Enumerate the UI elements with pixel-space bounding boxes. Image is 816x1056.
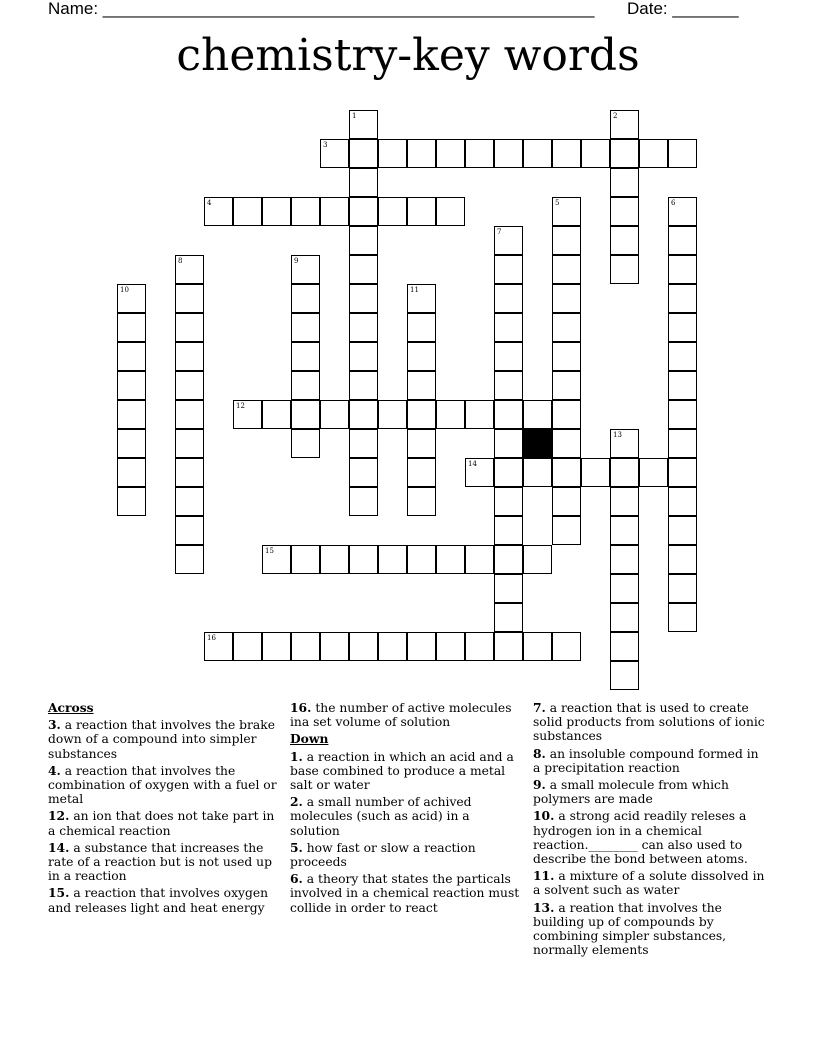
grid-cell[interactable] <box>552 458 581 487</box>
clue-down-6: 6. a theory that states the particals involved in a chemical reaction must collide in order to react <box>290 871 520 915</box>
clue-number: 14 <box>468 460 477 468</box>
grid-cell[interactable] <box>610 661 639 690</box>
grid-cell[interactable] <box>262 632 291 661</box>
grid-cell[interactable] <box>233 197 262 226</box>
grid-cell[interactable] <box>610 429 639 458</box>
grid-cell[interactable] <box>233 400 262 429</box>
grid-cell[interactable] <box>117 400 146 429</box>
grid-cell[interactable] <box>610 139 639 168</box>
grid-cell[interactable] <box>465 400 494 429</box>
clue-down-11: 11. a mixture of a solute dissolved in a solvent such as water <box>533 868 765 898</box>
black-cell <box>523 429 552 458</box>
grid-cell[interactable] <box>175 342 204 371</box>
clues-column-3 <box>533 701 769 960</box>
grid-cell[interactable] <box>581 458 610 487</box>
clue-down-9: 9. a small molecule from which polymers are made <box>533 777 729 807</box>
grid-cell[interactable] <box>668 487 697 516</box>
grid-cell[interactable] <box>349 458 378 487</box>
grid-cell[interactable] <box>639 458 668 487</box>
grid-cell[interactable] <box>494 371 523 400</box>
clue-down-7: 7. a reaction that is used to create solid products from solutions of ionic substances <box>533 700 765 744</box>
clue-down-1: 1. a reaction in which an acid and a base combined to produce a metal salt or water <box>290 748 514 793</box>
grid-cell[interactable] <box>349 284 378 313</box>
clue-across-12: 12. an ion that does not take part in a chemical reaction <box>48 808 275 838</box>
clue-number: 5 <box>555 199 560 207</box>
grid-cell[interactable] <box>117 371 146 400</box>
page-title: chemistry-key words <box>176 30 640 81</box>
grid-cell[interactable] <box>349 313 378 342</box>
clue-down-13: 13. a reation that involves the building up of compounds by combining simpler substances, normally elements <box>533 899 727 958</box>
grid-cell[interactable] <box>494 226 523 255</box>
grid-cell[interactable] <box>668 545 697 574</box>
grid-cell[interactable] <box>291 400 320 429</box>
grid-cell[interactable] <box>610 487 639 516</box>
grid-cell[interactable] <box>668 139 697 168</box>
grid-cell[interactable] <box>291 342 320 371</box>
grid-cell[interactable] <box>552 516 581 545</box>
grid-cell[interactable] <box>523 400 552 429</box>
grid-cell[interactable] <box>610 632 639 661</box>
grid-cell[interactable] <box>349 400 378 429</box>
grid-cell[interactable] <box>320 139 349 168</box>
grid-cell[interactable] <box>349 545 378 574</box>
grid-cell[interactable] <box>552 313 581 342</box>
clue-across-16: 16. the number of active molecules ina set volume of solution <box>290 700 512 730</box>
grid-cell[interactable] <box>204 197 233 226</box>
grid-cell[interactable] <box>610 110 639 139</box>
clue-down-10: 10. a strong acid readily releses a hydrogen ion in a chemical reaction.________ can also used to describe the bond between atoms. <box>533 808 748 867</box>
grid-cell[interactable] <box>610 545 639 574</box>
grid-cell[interactable] <box>349 429 378 458</box>
grid-cell[interactable] <box>494 632 523 661</box>
clue-number: 8 <box>178 257 183 265</box>
grid-cell[interactable] <box>523 545 552 574</box>
grid-cell[interactable] <box>407 458 436 487</box>
grid-cell[interactable] <box>436 139 465 168</box>
grid-cell[interactable] <box>465 632 494 661</box>
grid-cell[interactable] <box>610 226 639 255</box>
grid-cell[interactable] <box>349 197 378 226</box>
grid-cell[interactable] <box>349 255 378 284</box>
grid-cell[interactable] <box>407 139 436 168</box>
grid-cell[interactable] <box>407 342 436 371</box>
grid-cell[interactable] <box>494 139 523 168</box>
grid-cell[interactable] <box>407 371 436 400</box>
clue-across-3: 3. a reaction that involves the brake down of a compound into simpler substances <box>48 717 275 761</box>
grid-cell[interactable] <box>668 197 697 226</box>
grid-cell[interactable] <box>204 632 233 661</box>
down-heading: Down <box>290 731 329 747</box>
grid-cell[interactable] <box>407 545 436 574</box>
grid-cell[interactable] <box>668 255 697 284</box>
clue-number: 6 <box>671 199 676 207</box>
grid-cell[interactable] <box>494 574 523 603</box>
grid-cell[interactable] <box>349 139 378 168</box>
grid-cell[interactable] <box>552 371 581 400</box>
grid-cell[interactable] <box>175 255 204 284</box>
clue-down-2: 2. a small number of achived molecules (such as acid) in a solution <box>290 794 472 838</box>
date-field-label[interactable]: Date: _______ <box>627 0 739 18</box>
clue-number: 4 <box>207 199 212 207</box>
grid-cell[interactable] <box>175 458 204 487</box>
grid-cell[interactable] <box>668 603 697 632</box>
grid-cell[interactable] <box>378 545 407 574</box>
grid-cell[interactable] <box>378 400 407 429</box>
grid-cell[interactable] <box>349 487 378 516</box>
grid-cell[interactable] <box>494 487 523 516</box>
grid-cell[interactable] <box>465 545 494 574</box>
name-field-label[interactable]: Name: ____________________________________________________ <box>48 0 595 18</box>
grid-cell[interactable] <box>117 487 146 516</box>
grid-cell[interactable] <box>668 226 697 255</box>
grid-cell[interactable] <box>175 313 204 342</box>
grid-cell[interactable] <box>523 139 552 168</box>
clue-number: 1 <box>352 112 357 120</box>
grid-cell[interactable] <box>494 429 523 458</box>
grid-cell[interactable] <box>552 400 581 429</box>
grid-cell[interactable] <box>117 313 146 342</box>
grid-cell[interactable] <box>349 342 378 371</box>
grid-cell[interactable] <box>291 429 320 458</box>
grid-cell[interactable] <box>407 632 436 661</box>
grid-cell[interactable] <box>262 400 291 429</box>
grid-cell[interactable] <box>552 632 581 661</box>
grid-cell[interactable] <box>349 110 378 139</box>
grid-cell[interactable] <box>175 284 204 313</box>
clue-number: 16 <box>207 634 216 642</box>
grid-cell[interactable] <box>494 545 523 574</box>
grid-cell[interactable] <box>668 516 697 545</box>
grid-cell[interactable] <box>175 487 204 516</box>
grid-cell[interactable] <box>262 545 291 574</box>
grid-cell[interactable] <box>465 458 494 487</box>
grid-cell[interactable] <box>552 226 581 255</box>
grid-cell[interactable] <box>610 603 639 632</box>
clue-number: 12 <box>236 402 245 410</box>
grid-cell[interactable] <box>552 139 581 168</box>
grid-cell[interactable] <box>407 284 436 313</box>
clue-number: 15 <box>265 547 274 555</box>
grid-cell[interactable] <box>378 632 407 661</box>
grid-cell[interactable] <box>291 284 320 313</box>
grid-cell[interactable] <box>552 487 581 516</box>
grid-cell[interactable] <box>320 632 349 661</box>
grid-cell[interactable] <box>378 197 407 226</box>
grid-cell[interactable] <box>233 632 262 661</box>
grid-cell[interactable] <box>117 429 146 458</box>
grid-cell[interactable] <box>407 313 436 342</box>
clue-number: 10 <box>120 286 129 294</box>
grid-cell[interactable] <box>552 197 581 226</box>
grid-cell[interactable] <box>610 168 639 197</box>
grid-cell[interactable] <box>436 400 465 429</box>
grid-cell[interactable] <box>349 168 378 197</box>
across-heading: Across <box>48 700 94 715</box>
clue-number: 2 <box>613 112 618 120</box>
grid-cell[interactable] <box>523 458 552 487</box>
grid-cell[interactable] <box>175 516 204 545</box>
grid-cell[interactable] <box>291 197 320 226</box>
grid-cell[interactable] <box>494 458 523 487</box>
grid-cell[interactable] <box>175 545 204 574</box>
grid-cell[interactable] <box>291 371 320 400</box>
grid-cell[interactable] <box>494 400 523 429</box>
clue-number: 13 <box>613 431 622 439</box>
grid-cell[interactable] <box>668 574 697 603</box>
grid-cell[interactable] <box>494 603 523 632</box>
grid-cell[interactable] <box>668 313 697 342</box>
grid-cell[interactable] <box>494 516 523 545</box>
grid-cell[interactable] <box>494 255 523 284</box>
grid-cell[interactable] <box>523 632 552 661</box>
grid-cell[interactable] <box>291 545 320 574</box>
grid-cell[interactable] <box>668 458 697 487</box>
grid-cell[interactable] <box>407 487 436 516</box>
grid-cell[interactable] <box>349 632 378 661</box>
grid-cell[interactable] <box>610 255 639 284</box>
clue-number: 9 <box>294 257 299 265</box>
grid-cell[interactable] <box>320 197 349 226</box>
grid-cell[interactable] <box>610 574 639 603</box>
grid-cell[interactable] <box>291 255 320 284</box>
grid-cell[interactable] <box>175 371 204 400</box>
grid-cell[interactable] <box>465 139 494 168</box>
grid-cell[interactable] <box>668 371 697 400</box>
grid-cell[interactable] <box>668 429 697 458</box>
grid-cell[interactable] <box>552 342 581 371</box>
grid-cell[interactable] <box>291 313 320 342</box>
grid-cell[interactable] <box>320 400 349 429</box>
grid-cell[interactable] <box>552 284 581 313</box>
grid-cell[interactable] <box>407 429 436 458</box>
grid-cell[interactable] <box>668 342 697 371</box>
grid-cell[interactable] <box>436 545 465 574</box>
grid-cell[interactable] <box>552 255 581 284</box>
grid-cell[interactable] <box>378 139 407 168</box>
grid-cell[interactable] <box>668 400 697 429</box>
clue-across-15: 15. a reaction that involves oxygen and releases light and heat energy <box>48 885 269 915</box>
clue-number: 3 <box>323 141 328 149</box>
grid-cell[interactable] <box>262 197 291 226</box>
clue-across-4: 4. a reaction that involves the combination of oxygen with a fuel or metal <box>48 762 277 807</box>
grid-cell[interactable] <box>175 400 204 429</box>
grid-cell[interactable] <box>349 226 378 255</box>
grid-cell[interactable] <box>610 516 639 545</box>
grid-cell[interactable] <box>175 429 204 458</box>
grid-cell[interactable] <box>436 197 465 226</box>
clue-down-8: 8. an insoluble compound formed in a precipitation reaction <box>533 745 759 775</box>
grid-cell[interactable] <box>117 284 146 313</box>
clue-number: 7 <box>497 228 502 236</box>
grid-cell[interactable] <box>349 371 378 400</box>
grid-cell[interactable] <box>668 284 697 313</box>
grid-cell[interactable] <box>639 139 668 168</box>
clues-column-2 <box>290 701 522 918</box>
grid-cell[interactable] <box>407 197 436 226</box>
clue-across-14: 14. a substance that increases the rate of a reaction but is not used up in a reaction <box>48 839 272 884</box>
grid-cell[interactable] <box>552 429 581 458</box>
grid-cell[interactable] <box>494 342 523 371</box>
grid-cell[interactable] <box>117 458 146 487</box>
grid-cell[interactable] <box>117 342 146 371</box>
across-clues-column-1 <box>48 701 280 918</box>
grid-cell[interactable] <box>610 458 639 487</box>
clue-down-5: 5. how fast or slow a reaction proceeds <box>290 839 476 870</box>
grid-cell[interactable] <box>291 632 320 661</box>
grid-cell[interactable] <box>320 545 349 574</box>
grid-cell[interactable] <box>494 284 523 313</box>
grid-cell[interactable] <box>494 313 523 342</box>
grid-cell[interactable] <box>610 197 639 226</box>
grid-cell[interactable] <box>581 139 610 168</box>
grid-cell[interactable] <box>407 400 436 429</box>
clue-number: 11 <box>410 286 419 294</box>
grid-cell[interactable] <box>436 632 465 661</box>
